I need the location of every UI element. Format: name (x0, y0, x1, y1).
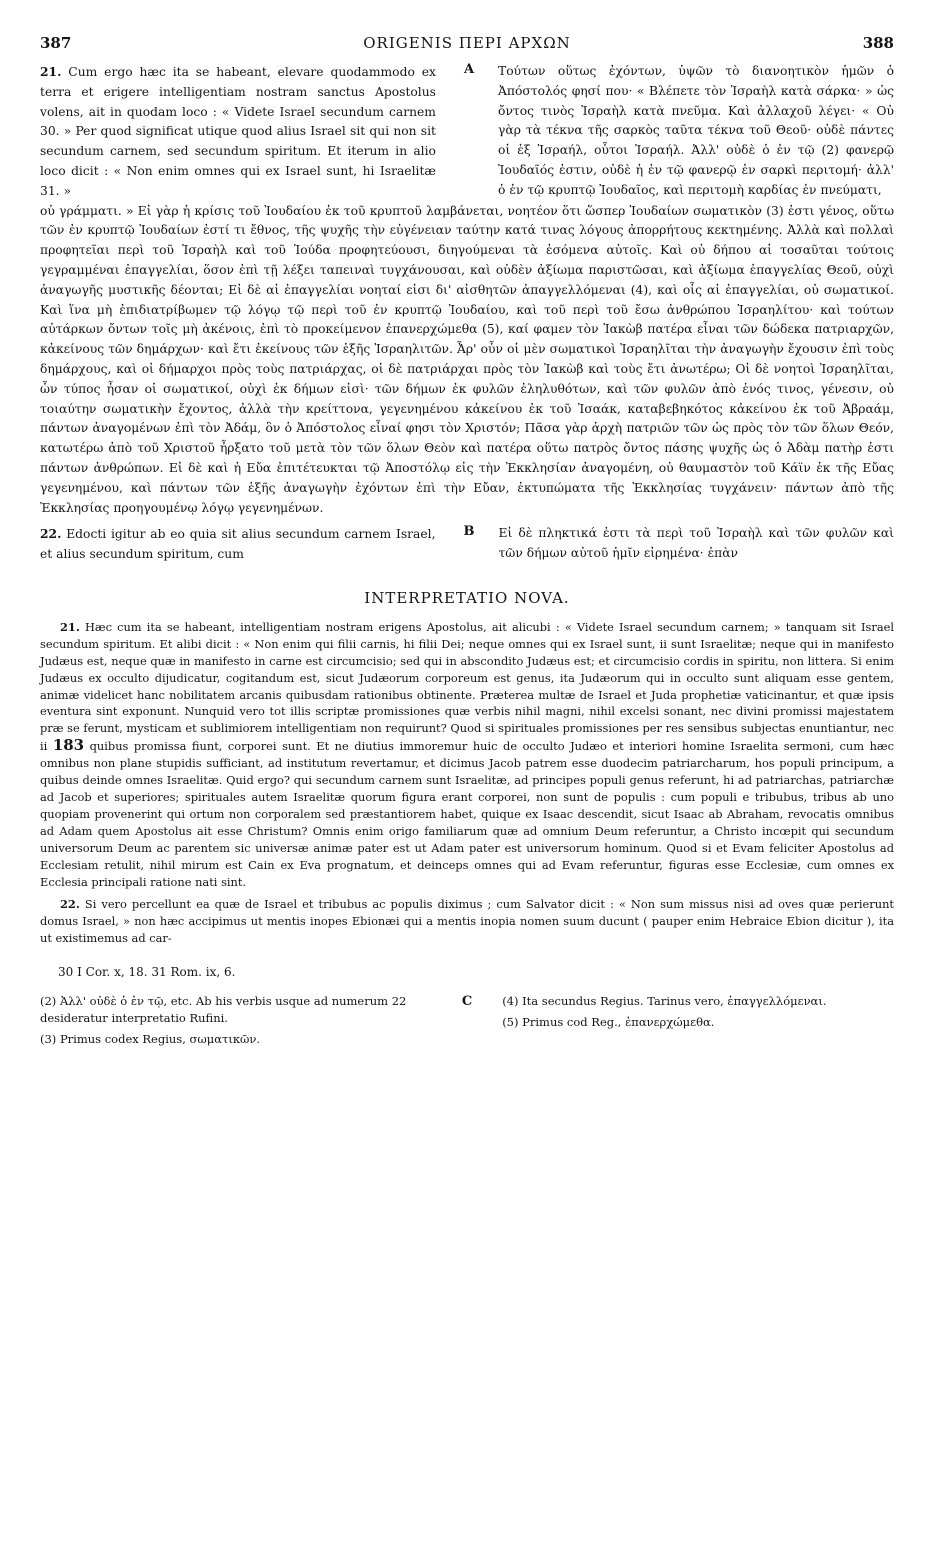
footnotes (40, 993, 894, 1052)
nova-para-number-2: 22. (60, 897, 80, 912)
greek-text: Τούτων οὕτως ἐχόντων, ὑψῶν τὸ διανοητικὸν ἡμῶν ὁ Ἀπόστολός φησί που· « Βλέπετε τὸν Ἰσραὴλ κατὰ σάρκα· » ὡς ὄντος τινὸς Ἰσραὴλ κατὰ πνεῦμα. Καὶ ἀλλαχοῦ λέγει· « Οὐ γὰρ τὰ τέκνα τῆς σαρκὸς ταῦτα τέκνα τοῦ Θεοῦ· οὐδὲ πάντες οἱ ἐξ Ἰσραήλ, οὗτοι Ἰσραήλ. Ἀλλ' οὐδὲ ὁ ἐν τῷ (2) φανερῷ Ἰουδαῖός ἐστιν, οὐδὲ ἡ ἐν τῷ φανερῷ ἐν σαρκὶ περιτομή· ἀλλ' ὁ ἐν τῷ κρυπτῷ Ἰουδαῖος, καὶ περιτομὴ καρδίας ἐν πνεύματι, (498, 64, 894, 197)
nova-text-2: Si vero percellunt ea quæ de Israel et tribubus ac populis diximus ; cum Salvator dicit : « Non sum missus nisi ad oves quæ perierunt domus Israel, » non hæc accipimus ut mentis inopes Ebionæi qui a mentis inopia nomen suum ducunt ( pauper enim Hebraice Ebion dicitur ), ita ut existimemus ad car- (40, 897, 894, 946)
running-title: ORIGENIS ΠΕΡΙ ΑΡΧΩΝ (363, 34, 571, 52)
top-columns (40, 62, 894, 202)
greek-column (498, 62, 894, 202)
greek-full-width (40, 202, 894, 519)
section-title: INTERPRETATIO NOVA. (364, 588, 570, 607)
section-marker-a: A (463, 62, 475, 77)
section-marker-b: B (463, 524, 475, 540)
footnotes-left (40, 993, 432, 1052)
page-number-inline: 183 (52, 736, 85, 755)
footnote: (5) Primus cod Reg., ἐπανερχώμεθα. (502, 1015, 715, 1030)
greek-column-2 (499, 524, 895, 565)
mid-columns (40, 524, 894, 565)
footnotes-right (502, 993, 894, 1052)
latin-text-2: Edocti igitur ab eo quia sit alius secundum carnem Israel, et alius secundum spiritum, cum (40, 527, 436, 562)
paragraph-number: 21. (40, 64, 62, 79)
paragraph-number-2: 22. (40, 526, 62, 542)
footnote: (3) Primus codex Regius, σωματικῶν. (40, 1032, 261, 1047)
nova-para-number-1: 21. (60, 619, 80, 634)
running-head (40, 34, 894, 52)
left-page-number: 387 (40, 34, 72, 52)
latin-text: Cum ergo hæc ita se habeant, elevare quodammodo ex terra et erigere intelligentiam nostram sanctus Apostolus volens, ait in quodam loco : « Videte Israel secundum carnem 30. » Per quod significat utique quod alius Israel sit qui non sit secundum carnem, sed secundum spiritum. Et iterum in alio loco dicit : « Non enim omnes qui ex Israel sunt, hi Israelitæ 31. » (40, 65, 436, 198)
greek-full-text: οὐ γράμματι. » Εἰ γὰρ ἡ κρίσις τοῦ Ἰουδαίου ἐκ τοῦ κρυπτοῦ λαμβάνεται, νοητέον ὅτι ὥσπερ Ἰουδαίων σωματικὸν (3) ἐστι γένος, οὕτω τῶν ἐν κρυπτῷ Ἰουδαίων ἐστί τι ἔθνος, τῆς ψυχῆς τὴν εὐγένειαν ταύτην κατά τινας λόγους ἀπορρήτους κεκτημένης. Ἀλλὰ καὶ πολλαὶ προφητεῖαι περὶ τοῦ Ἰσραὴλ καὶ τοῦ Ἰούδα προφητεύουσι, διηγούμεναι τὰ ἐσόμενα αὐτοῖς. Καὶ οὐ δήπου αἱ τοσαῦται τούτοις γεγραμμέναι ἐπαγγελίαι, ὅσον ἐπὶ τῇ λέξει ταπειναὶ τυγχάνουσαι, καὶ οὐδὲν ἀξίωμα παριστῶσαι, καὶ ἀξίωμα ἐπαγγελίας Θεοῦ, οὐχὶ ἀναγωγῆς μυστικῆς δέονται; Εἰ δὲ αἱ ἐπαγγελίαι νοηταί εἰσι δι' αἰσθητῶν ἀπαγγελλόμεναι (4), καὶ οἷς αἱ ἐπαγγελίαι, οὐ σωματικοί. Καὶ ἵνα μὴ ἐπιδιατρίβωμεν τῷ λόγῳ τῷ περὶ τοῦ ἐν κρυπτῷ Ἰουδαίου, καὶ τοῦ περὶ τοῦ ἔσω ἀνθρώπου Ἰσραηλίτου· καὶ τούτων αὐτάρκων ὄντων τοῖς μὴ ἀκένοις, ἐπὶ τὸ προκείμενον ἐπανερχώμεθα (5), καί φαμεν τὸν Ἰακὼβ πατέρα εἶναι τῶν δώδεκα πατριαρχῶν, κἀκείνους τῶν δημάρχων· καὶ ἔτι ἐκείνους τῶν ἑξῆς Ἰσραηλιτῶν. Ἆρ' οὖν οἱ μὲν σωματικοὶ Ἰσραηλῖται τὴν ἀναγωγὴν ἔχουσιν ἐπὶ τοὺς δημάρχους, καὶ οἱ δήμαρχοι πρὸς τοὺς πατριάρχας, οἱ δὲ πατριάρχαι πρὸς τὸν Ἰακὼβ καὶ τοὺς ἔτι ἀνωτέρω; Οἱ δὲ νοητοὶ Ἰσραηλῖται, ὧν τύπος ἦσαν οἱ σωματικοί, οὐχὶ ἐκ δήμων εἰσὶ· τῶν δήμων ἐκ φυλῶν ἐληλυθότων, καὶ τῶν φυλῶν ἀπὸ ἑνός τινος, γένεσιν, οὐ τοιαύτην σωματικὴν ἔχοντος, ἀλλὰ τὴν κρείττονα, γεγενημένου κἀκείνου ἐκ τοῦ Ἰσαάκ, καταβεβηκότος κἀκείνου ἐκ τοῦ Ἀβραάμ, πάντων ἀναγομένων ἐπὶ τὸν Ἀδάμ, ὃν ὁ Ἀπόστολος εἶναί φησι τὸν Χριστόν; Πᾶσα γὰρ ἀρχὴ πατριῶν τῶν ὡς πρὸς τὸν τῶν ὅλων Θεόν, κατωτέρω ἀπὸ τοῦ Χριστοῦ ἦρξατο τοῦ μετὰ τὸν τῶν ὅλων Θεὸν καὶ πατέρα οὕτω πατρὸς ὄντος πάσης ψυχῆς ὡς ὁ Ἀδὰμ πατὴρ ἐστι πάντων ἀνθρώπων. Εἰ δὲ καὶ ἡ Εὔα ἐπιτέτευκται τῷ Ἀποστόλῳ εἰς τὴν Ἐκκλησίαν ἀναγομένη, οὐ θαυμαστὸν τοῦ Κάϊν ἐκ τῆς Εὔας γεγενημένου, καὶ πάντων τῶν ἑξῆς ἀναγωγὴν ἐχόντων ἐπὶ τὴν Εὔαν, ἐκτυπώματα τῆς Ἐκκλησίας τυγχάνειν· πάντων ἀπὸ τῆς Ἐκκλησίας προηγουμένῳ λόγῳ γεγενημένων. (40, 203, 894, 515)
latin-column (40, 62, 440, 202)
footnote: (4) Ita secundus Regius. Tarinus vero, ἐπαγγελλόμεναι. (502, 994, 827, 1009)
section-marker-c: C (461, 994, 473, 1010)
right-page-number: 388 (862, 34, 894, 52)
latin-column-2 (40, 524, 440, 565)
nova-text-1: Hæc cum ita se habeant, intelligentiam nostram erigens Apostolus, ait alicubi : « Videte Israel secundum carnem; » tanquam sit Israel secundum spiritum. Et alibi dicit : « Non enim qui filii carnis, hi filii Dei; neque omnes qui ex Israel sunt, ii sunt Israelitæ; neque qui in manifesto Judæus est, neque quæ in manifesto in carne est circumcisio; sed qui in abscondito Judæus est; et circumcisio cordis in spiritu, non littera. Si enim Judæus ex occulto dijudicatur, cogitandum est, sicut Judæorum corporeum est genus, ita Judæorum qui in occulto sunt aliquam esse gentem, animæ videlicet hanc nobilitatem arcanis quibusdam rationibus obtinente. Præterea multæ de Israel et Juda prophetiæ vaticinantur, et quæ ipsis eventura sint exponunt. Nunquid vero tot illis scriptæ promissiones quæ verbis nihil magni, nihil excelsi sonant, nec divini promissi majestatem præ se ferunt, mysticam et sublimiorem intelligentiam non requirunt? Quod si spirituales promissiones per res sensibus subjectas enuntiantur, nec ii (40, 619, 894, 754)
greek-text-2: Εἰ δὲ πληκτικά ἐστι τὰ περὶ τοῦ Ἰσραὴλ καὶ τῶν φυλῶν καὶ τῶν δήμων αὐτοῦ ἡμῖν εἰρημένα· ἐπὰν (498, 526, 894, 561)
nova-text-1-tail: quibus promissa fiunt, corporei sunt. Et ne diutius immoremur huic de occulto Judæo et interiori homine Israelita sermoni, cum hæc omnibus non plane stupidis sufficiant, ad institutum revertamur, et dicimus Jacob patrem esse duodecim patriarcharum, hos populi principum, a quibus deinde omnes Israelitæ. Quid ergo? qui secundum carnem sunt Israelitæ, ad principes populi genus referunt, hi ad patriarchas, patriarchæ ad Jacob et superiores; spirituales autem Israelitæ quorum figura erant corporei, non sunt de populis : cum populi e tribubus, tribus ab uno quopiam provenerint qui ortum non corporalem sed præstantiorem habet, quique ex Isaac descendit, sicut Isaac ab Abraham, revocatis omnibus ad Adam quem Apostolus ait esse Christum? Omnis enim origo familiarum quæ ad omnium Deum referuntur, a Christo incœpit qui secundum universorum Deum ac parentem sic universæ animæ pater est ut Adam pater est universorum hominum. Quod si et Evam feliciter Apostolus ad Ecclesiam retulit, nihil mirum est Cain ex Eva prognatum, et deinceps omnes qui ad Evam referuntur, figuras esse Ecclesiæ, cum omnes ex Ecclesia principali ratione nati sint. (40, 739, 894, 889)
interpretatio-nova (40, 619, 894, 947)
footnote: (2) Ἀλλ' οὐδὲ ὁ ἐν τῷ, etc. Ab his verbis usque ad numerum 22 desideratur interpretatio Rufini. (40, 994, 407, 1026)
bible-references: 30 I Cor. x, 18. 31 Rom. ix, 6. (58, 965, 236, 980)
